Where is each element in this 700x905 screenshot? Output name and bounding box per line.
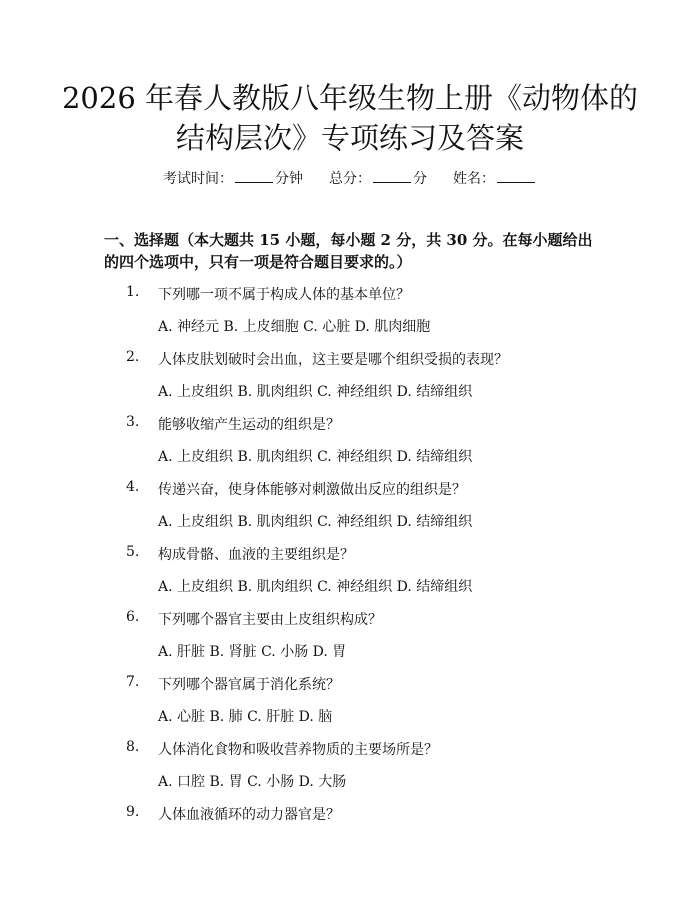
question-item xyxy=(0,731,700,796)
title-line-2: 结构层次》专项练习及答案 xyxy=(175,121,524,155)
question-text: 人体血液循环的动力器官是？ xyxy=(158,807,340,823)
question-number: 9. xyxy=(126,804,140,820)
question-text: 人体皮肤划破时会出血，这主要是哪个组织受损的表现？ xyxy=(158,352,508,368)
question-item xyxy=(0,666,700,731)
question-options: A. 上皮组织 B. 肌肉组织 C. 神经组织 D. 结缔组织 xyxy=(158,579,473,595)
question-item xyxy=(0,406,700,471)
question-options: A. 上皮组织 B. 肌肉组织 C. 神经组织 D. 结缔组织 xyxy=(158,449,473,465)
question-text: 能够收缩产生运动的组织是？ xyxy=(158,417,340,433)
question-item xyxy=(0,536,700,601)
score-label: 总分： xyxy=(329,171,371,187)
name-blank[interactable] xyxy=(497,170,535,183)
question-text: 下列哪一项不属于构成人体的基本单位？ xyxy=(158,287,410,303)
question-text: 构成骨骼、血液的主要组织是？ xyxy=(158,547,354,563)
question-item xyxy=(0,601,700,666)
question-item xyxy=(0,276,700,341)
question-number: 5. xyxy=(126,544,140,560)
section-heading: 一、选择题（本大题共 15 小题，每小题 2 分，共 30 分。在每小题给出的四个选项中，只有一项是符合题目要求的。） xyxy=(104,231,593,271)
question-options: A. 上皮组织 B. 肌肉组织 C. 神经组织 D. 结缔组织 xyxy=(158,384,473,400)
question-item xyxy=(0,341,700,406)
question-text: 传递兴奋，使身体能够对刺激做出反应的组织是？ xyxy=(158,482,466,498)
question-text: 下列哪个器官主要由上皮组织构成？ xyxy=(158,612,382,628)
question-options: A. 口腔 B. 胃 C. 小肠 D. 大肠 xyxy=(158,774,347,790)
question-number: 4. xyxy=(126,479,140,495)
name-label: 姓名： xyxy=(453,171,495,187)
title-line-1: 2026 年春人教版八年级生物上册《动物体的 xyxy=(61,81,639,115)
question-number: 6. xyxy=(126,609,140,625)
time-label: 考试时间： xyxy=(163,171,233,187)
question-number: 3. xyxy=(126,414,140,430)
time-unit: 分钟 xyxy=(275,171,303,187)
question-list xyxy=(0,276,700,861)
question-number: 2. xyxy=(126,349,140,365)
question-options: A. 上皮组织 B. 肌肉组织 C. 神经组织 D. 结缔组织 xyxy=(158,514,473,530)
question-item xyxy=(0,471,700,536)
page-title xyxy=(60,78,640,158)
time-blank[interactable] xyxy=(235,170,273,183)
question-options: A. 心脏 B. 肺 C. 肝脏 D. 脑 xyxy=(158,709,333,725)
question-item xyxy=(0,796,700,861)
question-options: A. 神经元 B. 上皮细胞 C. 心脏 D. 肌肉细胞 xyxy=(158,319,431,335)
question-number: 7. xyxy=(126,674,140,690)
question-text: 人体消化食物和吸收营养物质的主要场所是？ xyxy=(158,742,438,758)
score-blank[interactable] xyxy=(373,170,411,183)
question-number: 8. xyxy=(126,739,140,755)
question-options: A. 肝脏 B. 肾脏 C. 小肠 D. 胃 xyxy=(158,644,347,660)
question-number: 1. xyxy=(126,284,140,300)
exam-meta-row xyxy=(0,168,700,188)
question-text: 下列哪个器官属于消化系统？ xyxy=(158,677,340,693)
score-unit: 分 xyxy=(413,171,427,187)
